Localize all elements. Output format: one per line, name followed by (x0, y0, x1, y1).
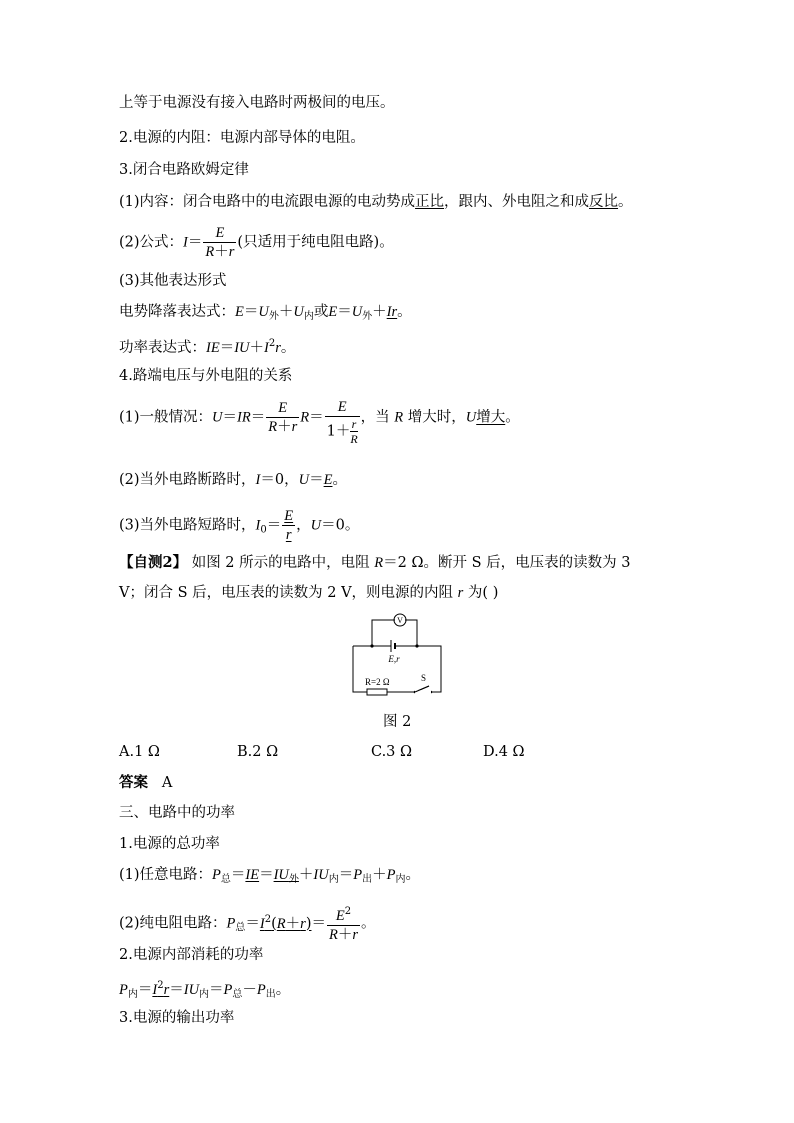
formula-line: (2)纯电阻电路：$P_总=I^2(R+r)=$ $\frac{E^2}{R+r}$ 。 (119, 903, 376, 944)
formula-line: (2)当外电路断路时，I＝0，U＝E。 (119, 472, 347, 488)
heading: 3.电源的输出功率 (119, 1010, 235, 1026)
text: 。 (332, 472, 347, 488)
text: (2)纯电阻电路： (119, 915, 227, 932)
text: 或 (313, 304, 329, 320)
option-d: D.4 Ω (483, 744, 525, 760)
text-line: 2.电源的内阻：电源内部导体的电阻。 (119, 130, 365, 146)
resistor-label: R=2 Ω (365, 677, 390, 687)
text-line (119, 192, 633, 212)
text: (2)当外电路断路时， (119, 472, 256, 488)
underlined-answer: 增大 (476, 409, 506, 426)
text: 。 (505, 409, 520, 426)
formula-line: 电势降落表达式：$E=U_外+U_内$或$E=U_外+Ir$。 (119, 304, 412, 322)
underlined-answer: 正比 (415, 194, 445, 210)
question-line: V；闭合 S 后，电压表的读数为 2 V，则电源的内阻 r 为( ) (119, 585, 499, 601)
formula-line: 功率表达式：$IE=IU+I^2r$。 (119, 338, 296, 356)
heading: 1.电源的总功率 (119, 836, 220, 852)
text: (1)任意电路： (119, 867, 213, 883)
text: 。断开 S 后，电压表的读数为 3 (423, 555, 631, 571)
text: 。 (618, 194, 633, 210)
voltmeter-label: V (397, 616, 403, 625)
formula-line: $P_内=I^2r=IU_内=P_总-P_出$。 (119, 980, 291, 1000)
formula-line: (2)公式：I＝ $\frac{E}{R+r}$ (只适用于纯电阻电路)。 (119, 225, 394, 260)
text: ，跟内、外电阻之和成 (444, 194, 590, 210)
fraction: $\frac{E^2}{R+r}$ (327, 903, 360, 944)
text: (3)当外电路短路时， (119, 517, 256, 534)
fraction: $\frac{E}{R+r}$ (205, 225, 235, 260)
figure-caption: 图 2 (383, 714, 412, 730)
fraction: E 1＋ $\frac{r}{R}$ (326, 399, 358, 446)
text: ，当 (360, 409, 395, 426)
switch-label: S (421, 673, 427, 683)
wire (405, 620, 417, 634)
fraction: $\frac{E}{R+r}$ (268, 400, 298, 435)
text: (1)内容：闭合电路中的电流跟电源的电动势成 (119, 194, 416, 210)
text: 功率表达式： (119, 340, 206, 356)
text: 电势降落表达式： (119, 304, 235, 320)
text: (1)一般情况： (119, 409, 213, 426)
formula-line: (1)一般情况：U＝IR＝ $\frac{E}{R+r}$ R＝ E 1＋ $\frac{r}{R}$ ，当 R 增大时，U增大。 (119, 399, 520, 446)
wire (372, 620, 395, 634)
text: 。 (344, 517, 360, 534)
answer-line (119, 773, 172, 793)
underlined-answer: 反比 (589, 194, 619, 210)
heading: 4.路端电压与外电阻的关系 (119, 368, 293, 384)
option-c: C.3 Ω (371, 744, 413, 760)
text: (2)公式： (119, 234, 184, 251)
text: 如图 2 所示的电路中，电阻 (187, 555, 375, 571)
text: (只适用于纯电阻电路)。 (237, 234, 394, 251)
text: 增大时， (403, 409, 466, 426)
question-line: 【自测2】 如图 2 所示的电路中，电阻 R＝2 Ω。断开 S 后，电压表的读数为 3 (119, 554, 631, 571)
resistor (367, 689, 387, 695)
text: V；闭合 S 后，电压表的读数为 2 V，则电源的内阻 (119, 585, 458, 601)
source-label: E,r (388, 654, 400, 664)
heading: 3.闭合电路欧姆定律 (119, 162, 249, 178)
question-tag: 【自测2】 (119, 554, 188, 571)
section-heading: 三、电路中的功率 (119, 805, 235, 821)
answer-value: A (161, 775, 173, 791)
wire (372, 634, 391, 646)
text-line: 上等于电源没有接入电路时两极间的电压。 (119, 95, 395, 111)
fraction: $\frac{E}{r}$ (284, 508, 294, 543)
formula-line: (1)任意电路：$P_总=IE=IU_外+IU_内=P_出+P_内$。 (119, 867, 420, 885)
option-a: A.1 Ω (119, 744, 160, 760)
text-line: (3)其他表达形式 (119, 273, 227, 289)
option-b: B.2 Ω (237, 744, 279, 760)
circuit-diagram (345, 612, 450, 697)
formula-line: (3)当外电路短路时，$I_0=$ $\frac{E}{r}$ ，U＝0。 (119, 508, 360, 543)
text: 为( ) (463, 585, 499, 601)
wire (397, 634, 417, 646)
heading: 2.电源内部消耗的功率 (119, 947, 264, 963)
answer-label: 答案 (119, 774, 148, 791)
